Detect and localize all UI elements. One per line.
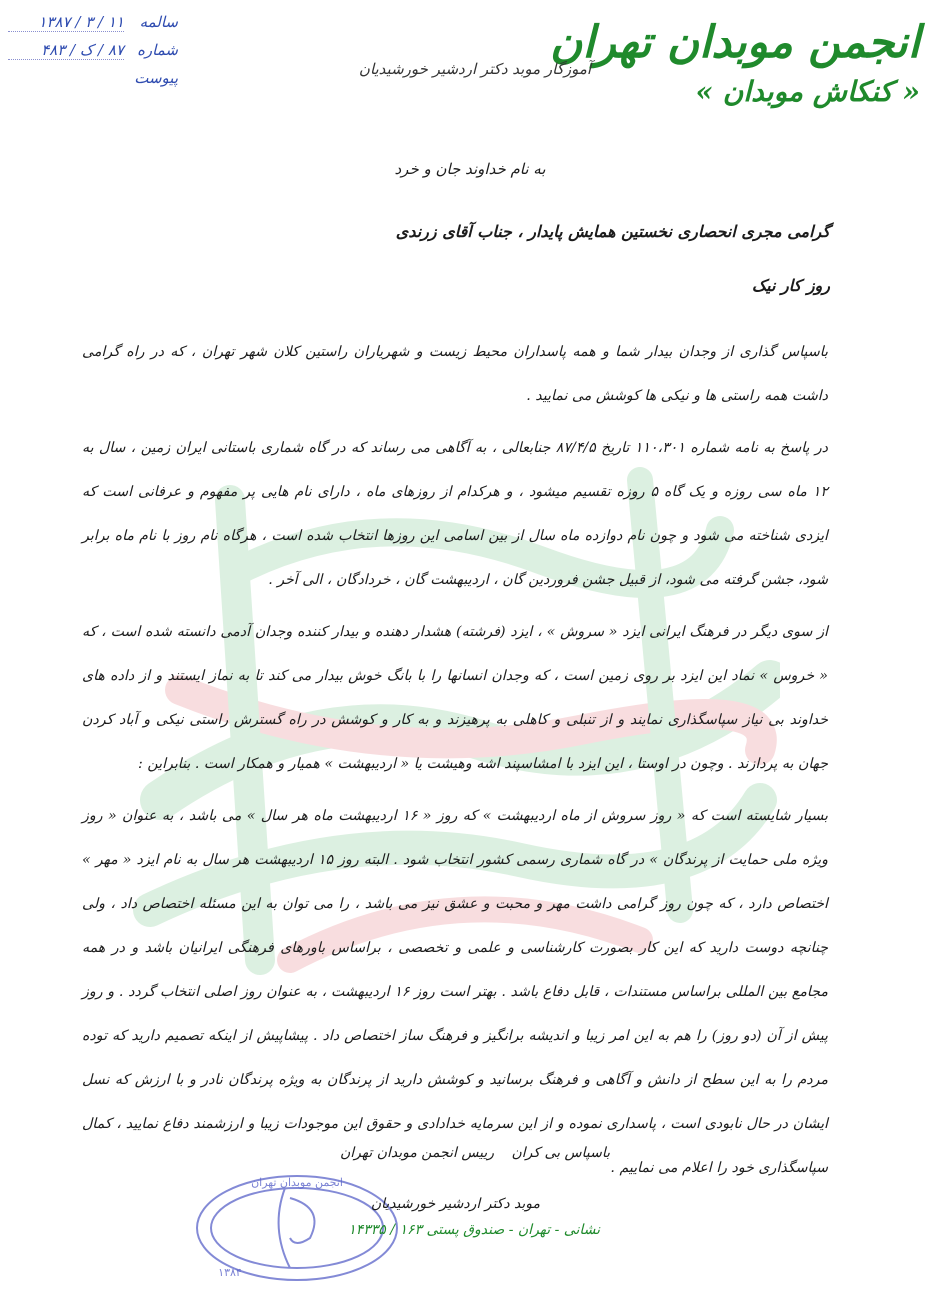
paragraph: بسیار شایسته است که « روز سروش از ماه اردیبهشت » که روز « ۱۶ اردیبهشت ماه هر سال » می باشد ، به عنوان « روز ویژه ملی حمایت از پرندگان » در گاه شماری رسمی کشور انتخاب شود . البته روز ۱۵ اردیبهشت هر سال به نام ایزد « مهر » اختصاص دارد ، که چون روز گرامی داشت مهر و محبت و عشق نیز می باشد ، را می توان به این مسئله اختصاص داد ، ولی چنانچه دوست دارید که این کار بصورت کارشناسی و علمی و تخصصی ، براساس باورهای فرهنگی ایرانیان باشد و در همه مجامع بین المللی براساس مستندات ، قابل دفاع باشد . بهتر است روز ۱۶ اردیبهشت ، به عنوان روز اصلی انتخاب گردد . و روز پیش از آن (دو روز) را هم به این امر زیبا و اندیشه برانگیز و فرهنگ ساز اختصاص داد . پیشاپیش از اینکه تصمیم دارید که توده مردم را به این سطح از دانش و آگاهی و فرهنگ برسانید و کوشش دارید از پرندگان به ویژه پرندگان نادر و با ارزش که نسل ایشان در حال نابودی است ، پاسداری نموده و از این سرمایه خدادادی و حقوق این موجودات زیبا و ارزشمند دفاع نمایید ، کمال سپاسگذاری خود را اعلام می نماییم . <box>82 808 828 1176</box>
date-value: ۱۱ / ۳ / ۱۳۸۷ <box>8 13 124 32</box>
closing-block <box>340 1145 610 1161</box>
invocation: به نام خداوند جان و خرد <box>394 160 546 178</box>
paragraph: از سوی دیگر در فرهنگ ایرانی ایزد « سروش » ، ایزد (فرشته) هشدار دهنده و بیدار کننده وجدان آدمی دانسته شده است ، که « خروس » نماد این ایزد بر روی زمین است ، که وجدان انسانها را با بانگ خوش بیدار می کند تا به نماز ایستند و از داده های خداوند بی نیاز سپاسگذاری نمایند و از تنبلی و کاهلی به پرهیزند و به کار و کوشش در راه گسترش راستی نیکی و آباد کردن جهان به پردازند . وچون در اوستا ، این ایزد با امشاسپند اشه وهیشت یا « اردیبهشت » همیار و همکار است . بنابراین : <box>82 624 828 772</box>
date-label: سالمه <box>139 13 178 31</box>
number-row <box>8 36 178 64</box>
organization-letterhead <box>550 17 920 108</box>
paragraph: در پاسخ به نامه شماره ۱۱۰،۳۰۱ تاریخ ۸۷/۴/۵ جنابعالی ، به آگاهی می رساند که در گاه شماری باستانی ایران زمین ، سال به ۱۲ ماه سی روزه و یک گاه ۵ روزه تقسیم میشود ، و هرکدام از روزهای ماه ، دارای نام هایی پر مفهوم و عرفانی است که ایزدی شناخته می شود و چون نام دوازده ماه سال از بین اسامی این روزها انتخاب شده است ، هرگاه نام روز با نام ماه برابر شود، جشن گرفته می شود، از قبیل جشن فروردین گان ، اردیبهشت گان ، خردادگان ، الی آخر . <box>82 440 828 588</box>
number-label: شماره <box>137 41 178 59</box>
stamp-year: ۱۳۸۴ <box>218 1266 242 1279</box>
number-value: ۸۷ / ک / ۴۸۳ <box>8 41 124 60</box>
stamp-org-text: انجمن موبدان تهران <box>251 1176 343 1189</box>
founder-line: آموزگار موبد دکتر اردشیر خورشیدیان <box>358 60 592 78</box>
organization-subtitle: « کنکاش موبدان » <box>695 74 920 108</box>
attachment-row <box>8 64 178 92</box>
recipient-line: گرامی مجری انحصاری نخستین همایش پایدار ، جناب آقای زرندی <box>395 222 830 241</box>
signer-title: رییس انجمن موبدان تهران <box>340 1145 495 1161</box>
organization-title: انجمن موبدان تهران <box>550 17 920 68</box>
thanks: باسپاس بی کران <box>511 1145 610 1161</box>
paragraph: باسپاس گذاری از وجدان بیدار شما و همه پاسداران محیط زیست و شهریاران راستین کلان شهر تهران ، که در راه گرامی داشت همه راستی ها و نیکی ها کوشش می نمایید . <box>82 344 828 404</box>
attachment-label: پیوست <box>134 69 178 87</box>
letter-meta <box>8 8 178 92</box>
date-row <box>8 8 178 36</box>
signer-name: موبد دکتر اردشیر خورشیدیان <box>370 1196 540 1212</box>
greeting: روز کار نیک <box>751 276 830 295</box>
letter-body <box>82 330 828 1198</box>
postal-address: نشانی - تهران - صندوق پستی ۱۶۳ / ۱۴۳۳۵ <box>348 1222 600 1238</box>
